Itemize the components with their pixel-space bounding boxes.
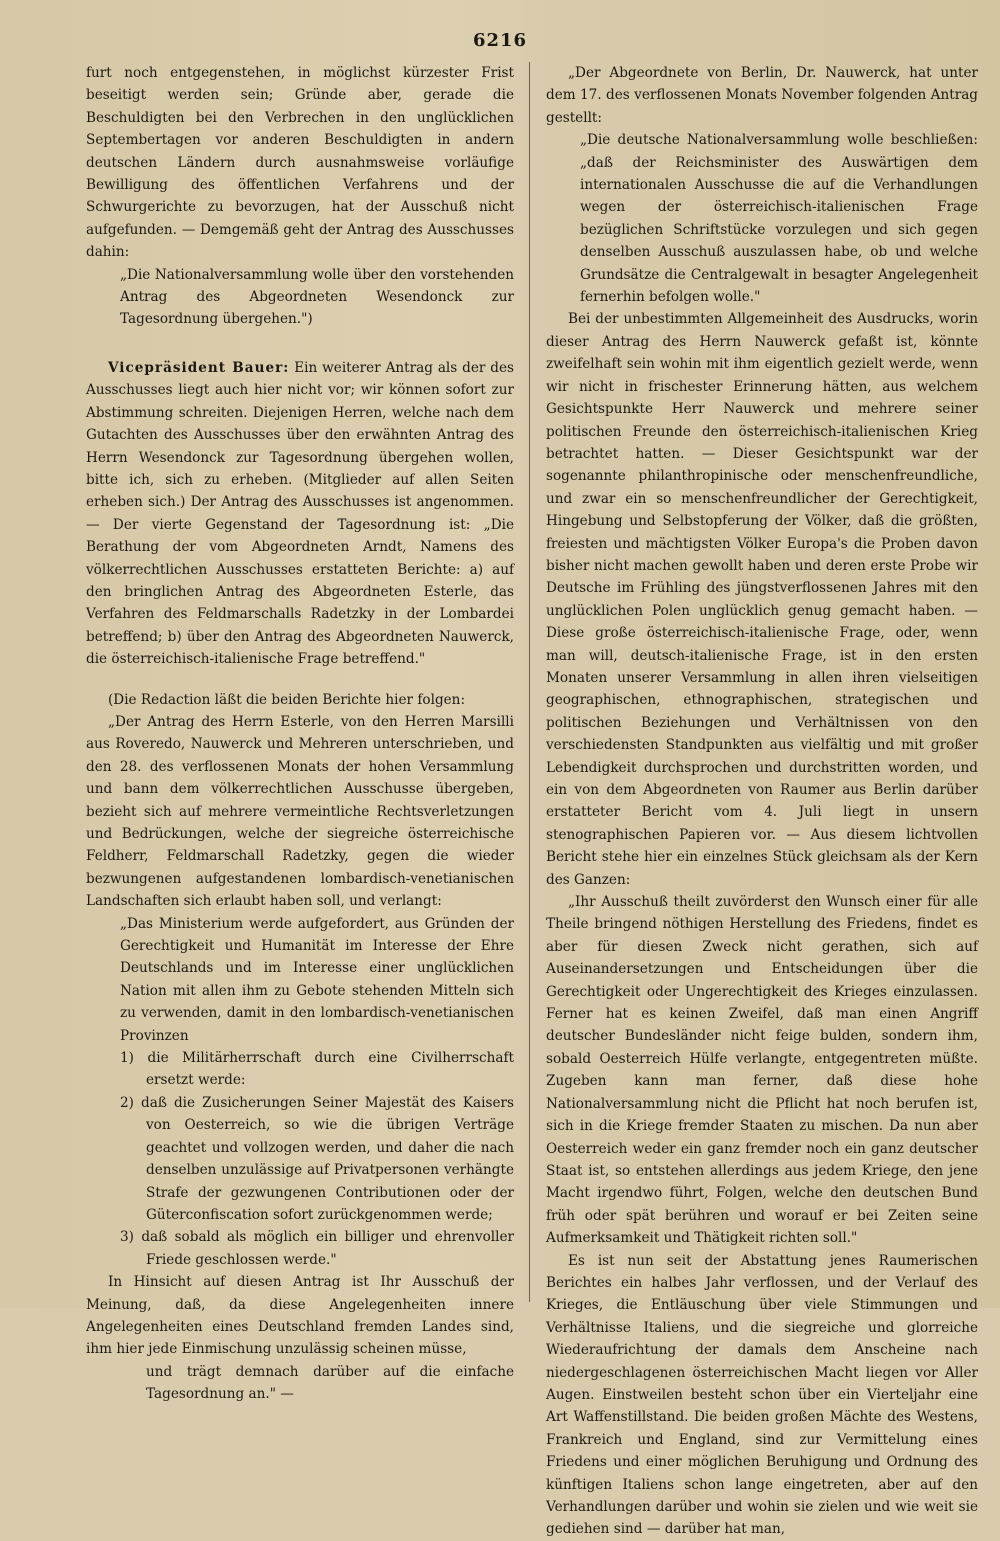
paragraph: und trägt demnach darüber auf die einfache Tagesordnung an." —: [146, 1363, 514, 1403]
speaker-name: Vicepräsident Bauer:: [108, 359, 290, 376]
list-item: 2) daß die Zusicherungen Seiner Majestät des Kaisers von Oesterreich, so wie die übrigen Verträge geachtet und vollzogen werden, und daher die nach denselben unzulässige auf Privatpersonen verhängte Strafe der gezwungenen Contributionen oder der Güterconfiscation sofort zurückgenommen werde;: [120, 1094, 514, 1223]
speaker-paragraph: [86, 357, 514, 671]
list-item: 1) die Militärherrschaft durch eine Civilherrschaft ersetzt werde:: [120, 1050, 514, 1089]
quoted-motion: „Die Nationalversammlung wolle über den vorstehenden Antrag des Abgeordneten Wesendonck zur Tagesordnung übergehen."): [120, 266, 514, 328]
speaker-text: Ein weiterer Antrag als der des Ausschusses liegt auch hier nicht vor; wir können sofort zur Abstimmung schreiten. Diejenigen Herren, welche nach dem Gutachten des Ausschusses über den erwähnten Antrag des Herrn Wesendonck zur Tagesordnung übergehen wollen, bitte ich, sich zu erheben. (Mitglieder auf allen Seiten erheben sich.) Der Antrag des Ausschusses ist angenommen. — Der vierte Gegenstand der Tagesordnung ist: „Die Berathung der vom Abgeordneten Arndt, Namens des völkerrechtlichen Ausschusses erstatteten Berichte: a) auf den bringlichen Antrag des Abgeordneten Esterle, das Verfahren des Feldmarschalls Radetzky in der Lombardei betreffend; b) über den Antrag des Abgeordneten Nauwerck, die österreichisch-italienische Frage betreffend.": [86, 359, 514, 668]
paragraph: furt noch entgegenstehen, in möglichst kürzester Frist beseitigt werden sein; Gründe aber, gerade die Beschuldigten bei den Verbrechen in den unglücklichen Septembertagen vor anderen Beschuldigten in andern deutschen Ländern durch ausnahmsweise vorläufige Bewilligung des öffentlichen Verfahrens und der Schwurgerichte zu bevorzugen, hat der Ausschuß nicht aufgefunden. — Demgemäß geht der Antrag des Ausschusses dahin:: [86, 65, 514, 261]
quoted-report: „Ihr Ausschuß theilt zuvörderst den Wunsch einer für alle Theile bringend nöthigen Herstellung des Friedens, findet es aber für diesen Zweck nicht gerathen, sich auf Auseinandersetzungen und Entscheidungen über die Gerechtigkeit oder Ungerechtigkeit des Krieges einzulassen. Ferner hat es keinen Zweifel, daß man einen Angriff deutscher Bundesländer nicht feige bulden, sondern ihm, sobald Oesterreich Hülfe verlangte, entgegentreten müßte. Zugeben kann man ferner, daß diese hohe Nationalversammlung nicht die Pflicht hat noch berufen ist, sich in die Kriege fremder Staaten zu mischen. Da nun aber Oesterreich weder ein ganz fremder noch ein ganz deutscher Staat ist, so entstehen allerdings aus jedem Kriege, den jene Macht irgendwo führt, Folgen, welche den deutschen Bund früh oder spät berühren und worauf er bei Zeiten seine Aufmerksamkeit und Thätigkeit richten soll.": [546, 894, 978, 1247]
column-divider: [529, 62, 530, 1302]
page-number: 6216: [472, 30, 528, 51]
paragraph: „Der Antrag des Herrn Esterle, von den Herren Marsilli aus Roveredo, Nauwerck und Mehreren unterschrieben, und den 28. des verflossenen Monats der hohen Versammlung und bann dem völkerrechtlichen Ausschusse übergeben, bezieht sich auf mehrere vermeintliche Rechtsverletzungen und Bedrückungen, welche der siegreiche österreichische Feldherr, Feldmarschall Radetzky, gegen die wieder bezwungenen aufgestandenen lombardisch-venetianischen Landschaften sich erlaubt haben soll, und verlangt:: [86, 713, 514, 910]
paragraph: Bei der unbestimmten Allgemeinheit des Ausdrucks, worin dieser Antrag des Herrn Nauwerck gefaßt ist, könnte zweifelhaft sein wohin mit ihm eigentlich gezielt werde, wenn wir nicht in frischester Erinnerung hätten, aus welchem Gesichtspunkte Herr Nauwerck und mehrere seiner politischen Freunde den österreichisch-italienischen Krieg betrachtet hatten. — Dieser Gesichtspunkt war der sogenannte philanthropinische oder menschenfreundliche, und zwar ein so menschenfreundlicher der Gerechtigkeit, Hingebung und Selbstopferung der Völker, daß die größten, freiesten und mächtigsten Völker Europa's die Proben davon bisher nicht machen gewollt haben und deren erste Probe wir Deutsche im Frühling des jüngstverflossenen Jahres mit den unglücklichen Polen unglücklich genug gemacht haben. — Diese große österreichisch-italienische Frage, oder, wenn man will, deutsch-italienische Frage, ist in den ersten Monaten unserer Versammlung in allen ihren vielseitigen geographischen, ethnographischen, strategischen und politischen Beziehungen und Verhältnissen von den verschiedensten Standpunkten aus vielfältig und mit großer Lebendigkeit durchsprochen und durchstritten worden, und ein von dem Abgeordneten von Raumer aus Berlin darüber erstatteter Bericht vom 4. Juli liegt in unsern stenographischen Papieren vor. — Aus diesem lichtvollen Bericht stehe hier ein einzelnes Stück gleichsam als der Kern des Ganzen:: [546, 311, 978, 888]
paragraph: „Der Abgeordnete von Berlin, Dr. Nauwerck, hat unter dem 17. des verflossenen Monats November folgenden Antrag gestellt:: [546, 65, 978, 126]
paragraph: In Hinsicht auf diesen Antrag ist Ihr Ausschuß der Meinung, daß, da diese Angelegenheiten innere Angelegenheiten eines Deutschland fremden Landes sind, ihm hier jede Einmischung unzulässig scheinen müsse,: [86, 1274, 514, 1358]
quoted-motion: „Die deutsche Nationalversammlung wolle beschließen: „daß der Reichsminister des Auswärtigen dem internationalen Ausschusse die auf die Verhandlungen wegen der österreichisch-italienischen Frage bezüglichen Schriftstücke vorzulegen und sich gegen denselben Ausschuß auszulassen habe, ob und welche Grundsätze die Centralgewalt in besagter Angelegenheit fernerhin befolgen wolle.": [580, 132, 978, 306]
spacer: [86, 331, 514, 357]
paragraph: (Die Redaction läßt die beiden Berichte hier folgen:: [108, 691, 466, 708]
right-column: [546, 62, 978, 1538]
quoted-motion: „Das Ministerium werde aufgefordert, aus Gründen der Gerechtigkeit und Humanität im Interesse der Ehre Deutschlands und im Interesse einer unglücklichen Nation mit allen ihm zu Gebote stehenden Mitteln sich zu verwenden, damit in den lombardisch-venetianischen Provinzen: [120, 915, 514, 1044]
left-column: [86, 62, 514, 1403]
spacer: [86, 671, 514, 689]
paragraph: Es ist nun seit der Abstattung jenes Raumerischen Berichtes ein halbes Jahr verflossen, und der Verlauf des Krieges, die Entläuschung über viele Stimmungen und Verhältnisse Italiens, und die siegreiche und glorreiche Wiederaufrichtung der damals dem Anscheine nach niedergeschlagenen österreichischen Macht liegen vor Aller Augen. Einstweilen besteht schon über ein Vierteljahr eine Art Waffenstillstand. Die beiden großen Mächte des Westens, Frankreich und England, sind zur Vermittelung eines Friedens und einer möglichen Beruhigung und Ordnung des künftigen Italiens schon lange eingetreten, aber auf den Verhandlungen darüber und wohin sie zielen und wie weit sie gediehen sind — darüber hat man,: [546, 1252, 978, 1538]
list-item: 3) daß sobald als möglich ein billiger und ehrenvoller Friede geschlossen werde.": [120, 1229, 514, 1268]
